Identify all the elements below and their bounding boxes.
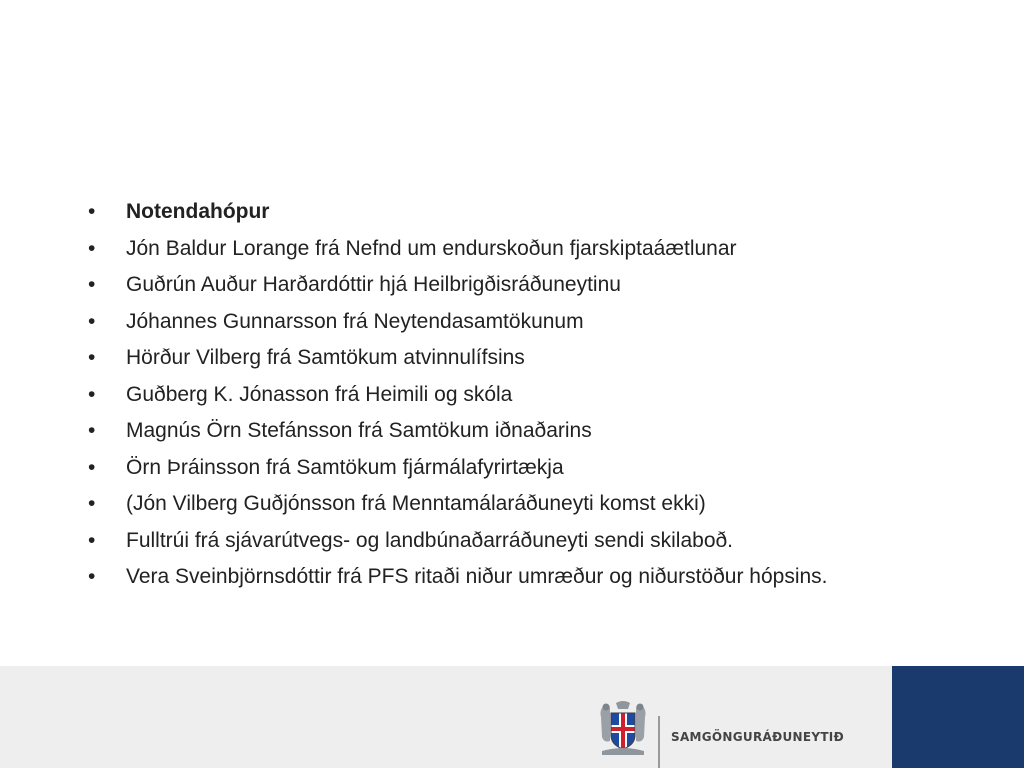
list-item [88, 456, 968, 480]
list-item-text: Guðberg K. Jónasson frá Heimili og skóla [126, 382, 513, 406]
list-item-text: Jón Baldur Lorange frá Nefnd um endurskoðun fjarskiptaáætlunar [126, 236, 737, 260]
list-item [88, 200, 968, 224]
bullet-dot: • [88, 309, 96, 333]
list-item-text: Guðrún Auður Harðardóttir hjá Heilbrigðisráðuneytinu [126, 273, 621, 296]
bullet-dot: • [88, 492, 96, 515]
list-item-text: Jóhannes Gunnarsson frá Neytendasamtökunum [126, 309, 584, 333]
bullet-dot: • [88, 346, 96, 369]
accent-block [892, 666, 1024, 768]
list-item-text: Fulltrúi frá sjávarútvegs- og landbúnaðarráðuneyti sendi skilaboð. [126, 528, 734, 552]
list-item [88, 492, 968, 516]
icelandic-coat-of-arms-icon [598, 699, 648, 759]
bullet-dot: • [88, 382, 96, 406]
footer-band [0, 666, 1024, 768]
list-heading: Notendahópur [126, 200, 270, 223]
bullet-dot: • [88, 528, 96, 552]
list-item [88, 383, 968, 407]
bullet-dot: • [88, 565, 96, 588]
list-item-text: Örn Þráinsson frá Samtökum fjármálafyrirtækja [126, 455, 564, 479]
list-item-text: Hörður Vilberg frá Samtökum atvinnulífsins [126, 346, 525, 369]
list-item [88, 237, 968, 261]
list-item-text: (Jón Vilberg Guðjónsson frá Menntamálaráðuneyti komst ekki) [126, 492, 706, 515]
list-item [88, 529, 968, 553]
list-item-text: Vera Sveinbjörnsdóttir frá PFS ritaði niður umræður og niðurstöður hópsins. [126, 565, 828, 588]
list-item [88, 419, 968, 443]
list-item [88, 565, 968, 589]
list-item [88, 310, 968, 334]
list-item-text: Magnús Örn Stefánsson frá Samtökum iðnaðarins [126, 419, 592, 442]
list-item [88, 273, 968, 297]
bullet-dot: • [88, 273, 96, 296]
footer-divider [658, 716, 660, 768]
bullet-dot: • [88, 455, 96, 479]
bullet-dot: • [88, 236, 96, 260]
list-item [88, 346, 968, 370]
ministry-name: SAMGÖNGURÁÐUNEYTIÐ [671, 730, 844, 744]
bullet-list [88, 200, 968, 602]
bullet-dot: • [88, 419, 96, 442]
bullet-dot: • [88, 200, 96, 223]
